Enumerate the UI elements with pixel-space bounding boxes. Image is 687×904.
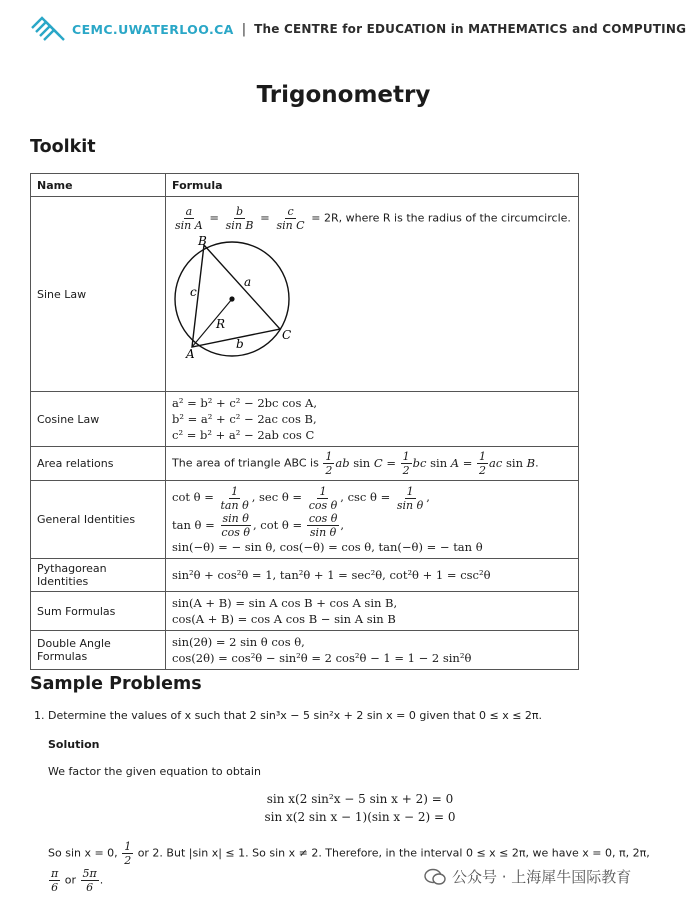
radius-label-r: R [216,317,226,331]
pythagorean-formula: sin²θ + cos²θ = 1, tan²θ + 1 = sec²θ, cot²θ + 1 = csc²θ [166,559,579,592]
double-angle-formulas [166,631,579,670]
table-row [31,392,579,447]
row-name: Area relations [31,447,166,481]
conclusion-end: . [99,873,104,887]
header-tagline: The CENTRE for EDUCATION in MATHEMATICS and COMPUTING [254,22,687,36]
conclusion-rest: or 2. But |sin x| ≤ 1. So sin x ≠ 2. Therefore, in the interval 0 ≤ x ≤ 2π, we have x = 0, π, 2π, [137,846,650,860]
area-tail: . [535,456,539,470]
side-label-a: a [244,275,252,289]
formula-line: a² = b² + c² − 2bc cos A, [172,396,317,410]
cosine-law-formula [166,392,579,447]
table-row [31,447,579,481]
table-row [31,559,579,592]
toolkit-table [30,173,579,670]
vertex-label-a: A [186,347,195,361]
sine-law-tail: = 2R, where R is the radius of the circumcircle. [311,211,571,225]
equation-line: sin x(2 sin²x − 5 sin x + 2) = 0 [266,792,454,806]
problem-1: 1. Determine the values of x such that 2 sin³x − 5 sin²x + 2 sin x = 0 given that 0 ≤ x ≤ 2π. [34,709,543,722]
area-prefix: The area of triangle ABC is [172,456,319,470]
solution-text: We factor the given equation to obtain [48,765,261,778]
watermark [424,866,631,887]
row-name: Sine Law [31,197,166,392]
formula-line: b² = a² + c² − 2ac cos B, [172,412,317,426]
site-header [30,12,686,46]
toolkit-heading: Toolkit [30,137,96,157]
table-row [31,592,579,631]
formula-line: c² = b² + a² − 2ab cos C [172,428,315,442]
conclusion-or: or [64,873,76,887]
formula-line: sin(A + B) = sin A cos B + cos A sin B, [172,596,398,610]
table-row [31,481,579,559]
side-label-c: c [190,285,197,299]
table-row [31,631,579,670]
equation-line: sin x(2 sin x − 1)(sin x − 2) = 0 [264,810,456,824]
row-name: Double Angle Formulas [31,631,166,670]
watermark-text: 公众号 · 上海犀牛国际教育 [452,868,632,886]
wechat-icon [424,868,446,886]
brand-link[interactable]: CEMC.UWATERLOO.CA [72,21,234,37]
sum-formulas [166,592,579,631]
row-name: Pythagorean Identities [31,559,166,592]
sine-law-equation: $\frac{a}{\text{sin A}}$ = $\frac{b}{\text{sin B}}$ = $\frac{c}{\text{sin C}}$ = 2R, where R is the radius of the circumcircle. [175,205,571,232]
row-name: Sum Formulas [31,592,166,631]
formula-line: sin(2θ) = 2 sin θ cos θ, [172,635,305,649]
formula-line: sin(−θ) = − sin θ, cos(−θ) = cos θ, tan(−θ) = − tan θ [172,540,483,554]
circumcircle-figure [174,234,304,364]
formula-line: cos(2θ) = cos²θ − sin²θ = 2 cos²θ − 1 = 1 − 2 sin²θ [172,651,472,665]
vertex-label-b: B [198,234,207,248]
col-formula-header: Formula [166,174,579,197]
formula-line: cos(A + B) = cos A cos B − sin A sin B [172,612,396,626]
col-name-header: Name [31,174,166,197]
sine-law-formula [166,197,579,392]
solution-conclusion: So sin x = 0, $\frac{1}{2}$ or 2. But |sin x| ≤ 1. So sin x ≠ 2. Therefore, in the interval 0 ≤ x ≤ 2π, we have x = 0, π, 2π, $\frac{\pi}{6}$ or $\frac{5\pi}{6}$ . [48,840,650,894]
area-formula: The area of triangle ABC is $\frac{1}{2}$ ab sin C = $\frac{1}{2}$ bc sin A = $\frac{1}{2}$ ac sin B. [166,447,579,481]
table-row [31,197,579,392]
vertex-label-c: C [282,328,292,342]
sample-problems-heading: Sample Problems [30,674,202,694]
conclusion-start: So sin x = 0, [48,846,118,860]
cemc-logo-icon[interactable] [30,14,66,44]
side-label-b: b [236,337,244,351]
row-name: General Identities [31,481,166,559]
table-header-row [31,174,579,197]
page-title: Trigonometry [256,82,431,108]
general-identities-formula: cot θ = $\frac{1}{\text{tan θ}}$ , sec θ = $\frac{1}{\text{cos θ}}$ , csc θ = $\frac{1}{\text{sin θ}}$ , tan θ = $\frac{\text{sin θ}}{\text{cos θ}}$ , cot θ = $\frac{\text{cos θ}}{\text{sin θ}}$ , sin(−θ) = − sin θ, cos(−θ) = cos θ, tan(−θ) = − tan θ [166,481,579,559]
header-separator: | [241,21,247,37]
row-name: Cosine Law [31,392,166,447]
solution-heading: Solution [48,738,100,751]
